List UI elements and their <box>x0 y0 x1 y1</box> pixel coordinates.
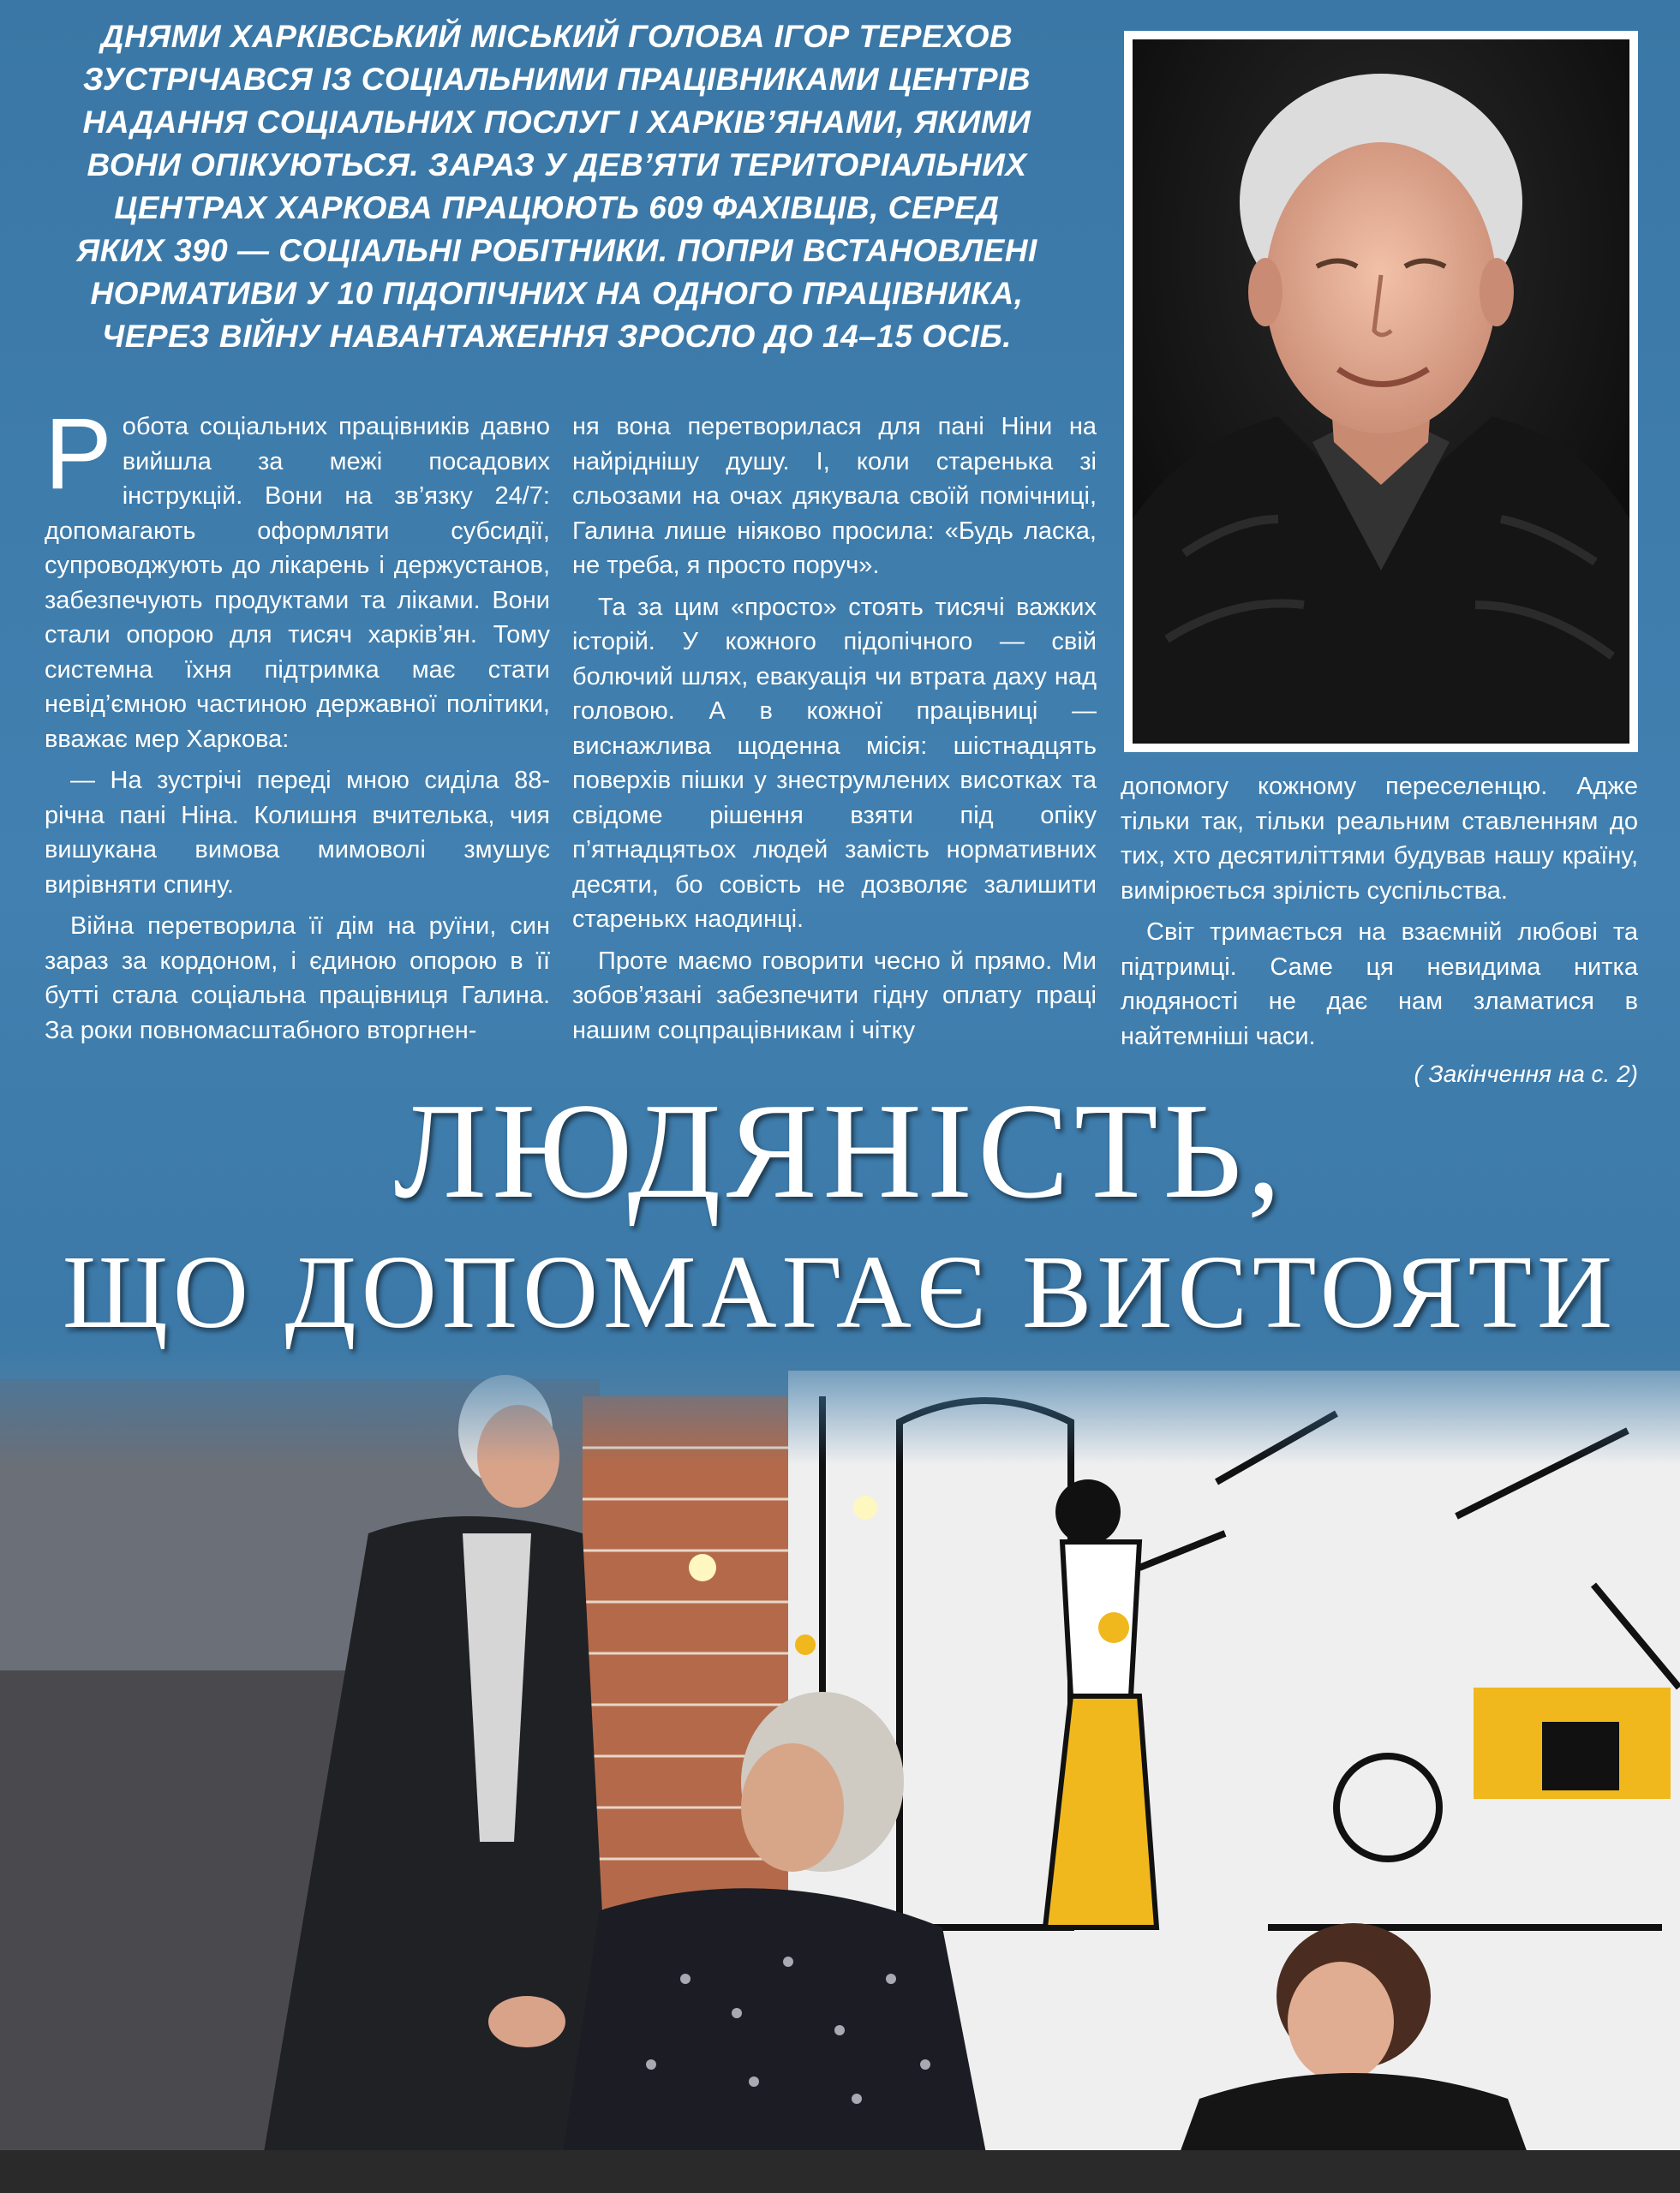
meeting-photo <box>0 1328 1680 2193</box>
lead-paragraph <box>51 15 1062 358</box>
paragraph: Проте маємо говорити чесно й прямо. Ми зобов’язані забезпечити гідну оплату праці нашим соцпрацівникам і чітку <box>572 947 1097 1044</box>
paragraph: допомогу кожному переселенцю. Адже тільки так, тільки реальним ставленням до тих, хто десятиліттями будував нашу країну, вимірюється зрілість суспільства. <box>1121 773 1638 905</box>
headline-line-1: ЛЮДЯНІСТЬ, <box>393 1074 1287 1227</box>
paragraph: ня вона перетворилася для пані Ніни на найріднішу душу. І, коли старенька зі сльозами на очах дякувала своїй помічниці, Галина лише ніяково просила: «Будь ласка, не треба, я просто поруч». <box>572 413 1097 579</box>
lead-line: НОРМАТИВИ У 10 ПІДОПІЧНИХ НА ОДНОГО ПРАЦІВНИКА, <box>90 276 1024 311</box>
headline-line-2: ЩО ДОПОМАГАЄ ВИСТОЯТИ <box>62 1234 1618 1350</box>
lead-line: НАДАННЯ СОЦІАЛЬНИХ ПОСЛУГ І ХАРКІВ’ЯНАМИ, ЯКИМИ <box>82 105 1031 140</box>
article-column-3 <box>1121 769 1638 1092</box>
lead-line: ЗУСТРІЧАВСЯ ІЗ СОЦІАЛЬНИМИ ПРАЦІВНИКАМИ ЦЕНТРІВ <box>82 62 1031 97</box>
paragraph-text: обота соціальних працівників давно вийшла за межі посадових інструкцій. Вони на зв’язку 24/7: допомагають оформляти субсидії, супроводжують до лікарень і держустанов, забезпечують продуктами та ліками. Вони стали опорою для тисяч харків’ян. Тому системна їхня підтримка має стати невід’ємною частиною державної політики, вважає мер Харкова: <box>45 413 550 753</box>
portrait-image <box>1133 39 1629 744</box>
mayor-portrait <box>1124 31 1638 752</box>
lead-line: ВОНИ ОПІКУЮТЬСЯ. ЗАРАЗ У ДЕВ’ЯТИ ТЕРИТОРІАЛЬНИХ <box>87 147 1027 182</box>
photo-image <box>0 1328 1680 2193</box>
paragraph: Війна перетворила її дім на руїни, син зараз за кордоном, і єдиною опорою в її бутті стала соціальна працівниця Галина. За роки повномасштабного вторгнен- <box>45 912 550 1044</box>
paragraph: Світ тримається на взаємній любові та підтримці. Саме ця невидима нитка людяності не дає нам зламатися в найтемніші часи. <box>1121 918 1638 1050</box>
paragraph: Та за цим «просто» стоять тисячі важких історій. У кожного підопічного — свій болючий шлях, евакуація чи втрата даху над головою. А в кожної працівниці — виснажлива щоденна місія: шістнадцять поверхів пішки у знеструмлених висотках та свідоме рішення взяти під опіку п’ятнадцятьох людей замість нормативних десяти, бо совість не дозволяє залишити старенькх наодинці. <box>572 593 1097 933</box>
article-column-1 <box>45 397 550 1048</box>
lead-line: ЯКИХ 390 — СОЦІАЛЬНІ РОБІТНИКИ. ПОПРИ ВСТАНОВЛЕНІ <box>76 233 1037 268</box>
paragraph: — На зустрічі переді мною сиділа 88-річна пані Ніна. Колишня вчителька, чия вишукана вимова мимоволі змушує вирівняти спину. <box>45 767 550 899</box>
article-column-2 <box>572 409 1097 1048</box>
lead-line: ДНЯМИ ХАРКІВСЬКИЙ МІСЬКИЙ ГОЛОВА ІГОР ТЕРЕХОВ <box>100 19 1013 54</box>
lead-line: ЦЕНТРАХ ХАРКОВА ПРАЦЮЮТЬ 609 ФАХІВЦІВ, СЕРЕД <box>114 190 1000 225</box>
drop-cap: Р <box>45 397 112 511</box>
lead-line: ЧЕРЕЗ ВІЙНУ НАВАНТАЖЕННЯ ЗРОСЛО ДО 14–15 ОСІБ. <box>102 319 1012 354</box>
paragraph <box>45 397 550 756</box>
continuation-note: ( Закінчення на с. 2) <box>1414 1061 1638 1087</box>
